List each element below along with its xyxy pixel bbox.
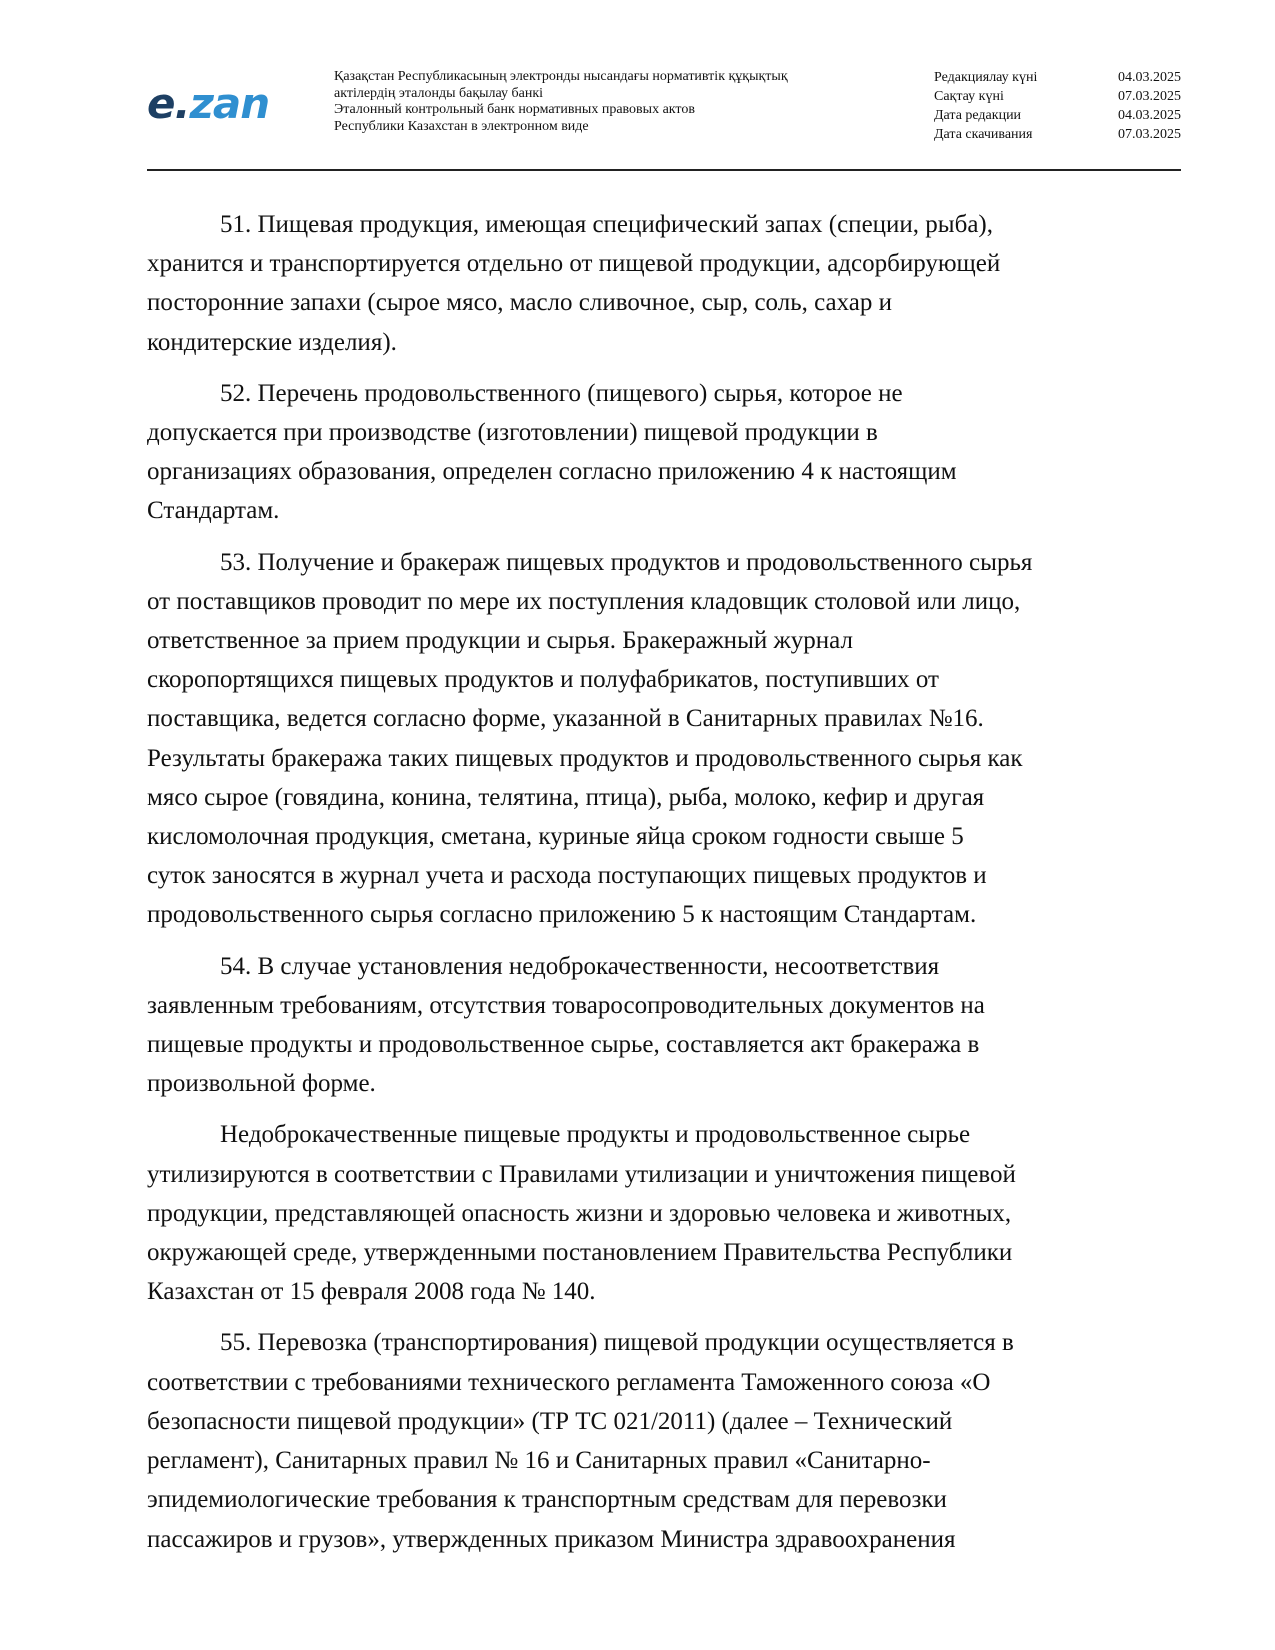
header-divider (147, 169, 1181, 171)
paragraph (147, 1115, 1181, 1311)
meta-value: 04.03.2025 (1118, 70, 1181, 85)
meta-row-edit-date-ru (934, 106, 1181, 125)
paragraph-line: от поставщиков проводит по мере их поступления кладовщик столовой или лицо, (147, 587, 1021, 615)
paragraph-line: хранится и транспортируется отдельно от пищевой продукции, адсорбирующей (147, 250, 1001, 278)
paragraph-line: заявленным требованиям, отсутствия товаросопроводительных документов на (147, 991, 985, 1019)
logo-dot: . (174, 79, 190, 128)
paragraph-line: 55. Перевозка (транспортирования) пищевой продукции осуществляется в (220, 1329, 1014, 1357)
paragraph-line: допускается при производстве (изготовлении) пищевой продукции в (147, 419, 878, 447)
paragraph-line: пищевые продукты и продовольственное сырье, составляется акт бракеража в (147, 1031, 980, 1059)
document-body (147, 205, 1181, 1571)
paragraph (147, 947, 1181, 1104)
paragraph (147, 205, 1181, 362)
header-title-line: Эталонный контрольный банк нормативных правовых актов (334, 102, 695, 117)
meta-value: 07.03.2025 (1118, 89, 1181, 104)
paragraph-line: Стандартам. (147, 497, 280, 525)
paragraph-line: пассажиров и грузов», утвержденных приказом Министра здравоохранения (147, 1525, 956, 1553)
header-titles (334, 69, 894, 135)
paragraph-line: Результаты бракеража таких пищевых продуктов и продовольственного сырья как (147, 744, 1023, 772)
paragraph-line: 51. Пищевая продукция, имеющая специфический запах (специи, рыба), (220, 211, 993, 238)
paragraph-line: произвольной форме. (147, 1070, 376, 1098)
paragraph-line: поставщика, ведется согласно форме, указанной в Санитарных правилах №16. (147, 705, 984, 733)
meta-label: Дата редакции (934, 108, 1022, 123)
paragraph-line: 53. Получение и бракераж пищевых продуктов и продовольственного сырья (220, 548, 1033, 576)
page-header (147, 62, 1181, 170)
ezan-logo (147, 80, 269, 128)
paragraph-line: суток заносятся в журнал учета и расхода поступающих пищевых продуктов и (147, 862, 987, 890)
paragraph-line: Недоброкачественные пищевые продукты и продовольственное сырье (220, 1121, 971, 1149)
paragraph-line: безопасности пищевой продукции» (ТР ТС 021/2011) (далее – Технический (147, 1407, 953, 1435)
paragraph-line: 54. В случае установления недоброкачественности, несоответствия (220, 952, 940, 980)
meta-value: 04.03.2025 (1118, 108, 1181, 123)
header-meta (934, 68, 1181, 144)
paragraph (147, 1323, 1181, 1558)
paragraph-line: эпидемиологические требования к транспортным средствам для перевозки (147, 1486, 947, 1514)
meta-value: 07.03.2025 (1118, 127, 1181, 142)
paragraph-line: скоропортящихся пищевых продуктов и полуфабрикатов, поступивших от (147, 666, 939, 694)
paragraph-line: посторонние запахи (сырое мясо, масло сливочное, сыр, соль, сахар и (147, 289, 892, 317)
paragraph (147, 543, 1181, 935)
paragraph-line: 52. Перечень продовольственного (пищевого) сырья, которое не (220, 379, 903, 407)
header-title-line: Республики Казахстан в электронном виде (334, 118, 589, 134)
header-title-line: актілердің эталонды бақылау банкі (334, 85, 544, 101)
meta-label: Редакциялау күні (934, 70, 1038, 85)
paragraph-line: продукции, представляющей опасность жизни и здоровью человека и животных, (147, 1199, 1012, 1227)
paragraph-line: окружающей среде, утвержденными постановлением Правительства Республики (147, 1239, 1013, 1267)
paragraph-line: ответственное за прием продукции и сырья. Бракеражный журнал (147, 627, 853, 655)
meta-label: Дата скачивания (934, 127, 1033, 142)
paragraph-line: регламент), Санитарных правил № 16 и Санитарных правил «Санитарно- (147, 1447, 931, 1475)
paragraph-line: кондитерские изделия). (147, 328, 397, 356)
meta-row-save-date-kz (934, 87, 1181, 106)
logo-e: e (147, 79, 175, 128)
header-title-line: Қазақстан Республикасының электронды нысандағы нормативтік құқықтық (334, 69, 788, 84)
paragraph-line: мясо сырое (говядина, конина, телятина, птица), рыба, молоко, кефир и другая (147, 783, 985, 811)
paragraph-line: Казахстан от 15 февраля 2008 года № 140. (147, 1278, 596, 1306)
meta-row-download-date-ru (934, 125, 1181, 144)
logo-zan: zan (189, 79, 270, 128)
paragraph-line: кисломолочная продукция, сметана, куриные яйца сроком годности свыше 5 (147, 823, 964, 851)
paragraph-line: продовольственного сырья согласно приложению 5 к настоящим Стандартам. (147, 901, 977, 929)
meta-label: Сақтау күні (934, 89, 1004, 104)
paragraph-line: утилизируются в соответствии с Правилами утилизации и уничтожения пищевой (147, 1160, 1016, 1188)
meta-row-edit-date-kz (934, 68, 1181, 87)
paragraph-line: организациях образования, определен согласно приложению 4 к настоящим (147, 458, 957, 486)
paragraph (147, 374, 1181, 531)
paragraph-line: соответствии с требованиями технического регламента Таможенного союза «О (147, 1368, 991, 1396)
